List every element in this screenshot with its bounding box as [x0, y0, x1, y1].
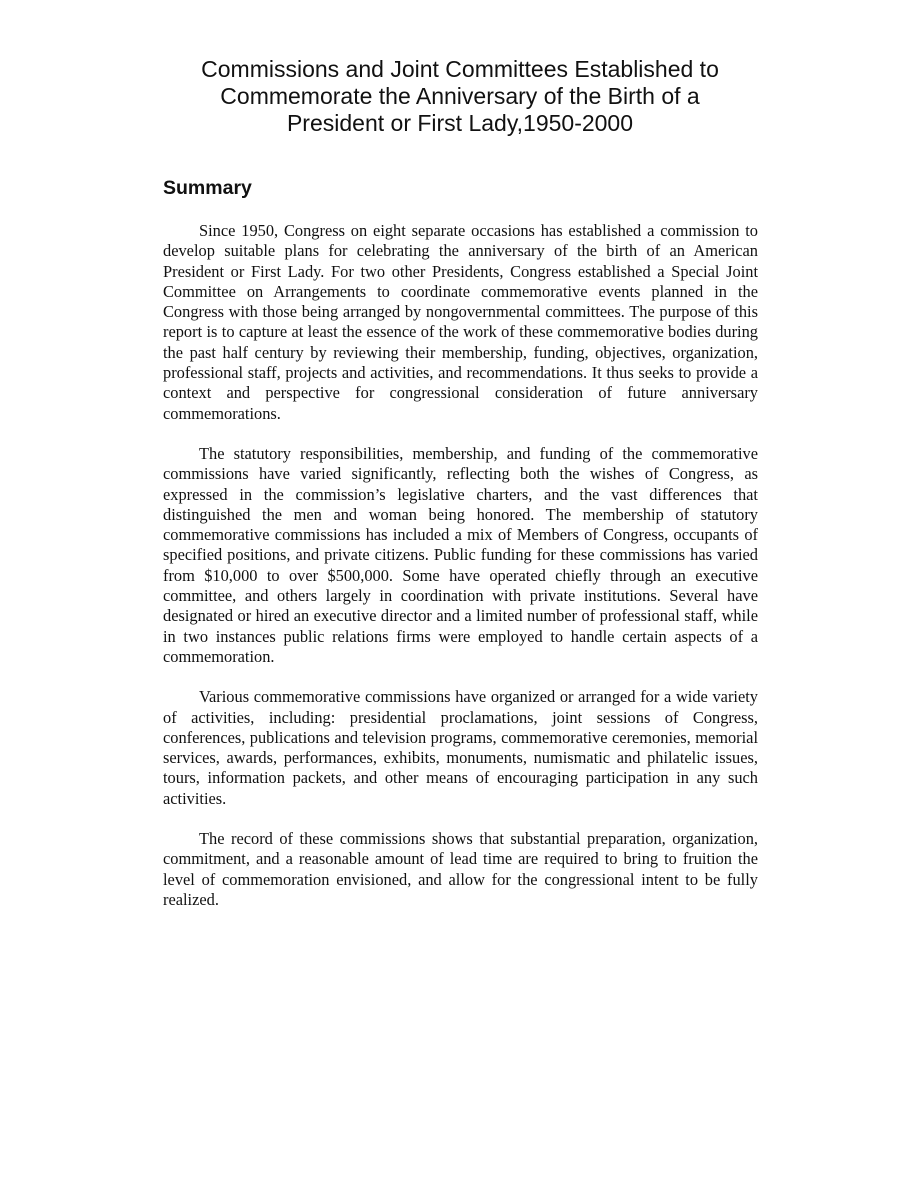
document-title-line-3: President or First Lady,1950-2000: [286, 110, 634, 136]
summary-paragraph-2: The statutory responsibilities, membership, and funding of the commemorative commissions have varied significantly, reflecting both the wishes of Congress, as expressed in the commission’s legislative charters, and the vast differences that distinguished the men and woman being honored. The membership of statutory commemorative commissions has included a mix of Members of Congress, occupants of specified positions, and private citizens. Public funding for these commissions has varied from $10,000 to over $500,000. Some have operated chiefly through an executive committee, and others largely in coordination with private institutions. Several have designated or hired an executive director and a limited number of professional staff, while in two instances public relations firms were employed to handle certain aspects of a commemoration.: [163, 443, 758, 666]
summary-paragraph-4: The record of these commissions shows that substantial preparation, organization, commitment, and a reasonable amount of lead time are required to bring to fruition the level of commemoration envisioned, and allow for the congressional intent to be fully realized.: [163, 829, 758, 909]
summary-body: [163, 221, 758, 930]
section-heading-summary: Summary: [163, 177, 252, 199]
document-title-line-1: Commissions and Joint Committees Established to: [201, 56, 719, 82]
summary-paragraph-1: Since 1950, Congress on eight separate occasions has established a commission to develop suitable plans for celebrating the anniversary of the birth of an American President or First Lady. For two other Presidents, Congress established a Special Joint Committee on Arrangements to coordinate commemorative events planned in the Congress with those being arranged by nongovernmental committees. The purpose of this report is to capture at least the essence of the work of these commemorative bodies during the past half century by reviewing their membership, funding, objectives, organization, professional staff, projects and activities, and recommendations. It thus seeks to provide a context and perspective for congressional consideration of future anniversary commemorations.: [163, 221, 758, 423]
document-title: [160, 56, 760, 137]
document-title-line-2: Commemorate the Anniversary of the Birth of a: [220, 83, 700, 109]
summary-paragraph-3: Various commemorative commissions have organized or arranged for a wide variety of activities, including: presidential proclamations, joint sessions of Congress, conferences, publications and television programs, commemorative ceremonies, memorial services, awards, performances, exhibits, monuments, numismatic and philatelic issues, tours, information packets, and other means of encouraging participation in any such activities.: [163, 687, 758, 808]
